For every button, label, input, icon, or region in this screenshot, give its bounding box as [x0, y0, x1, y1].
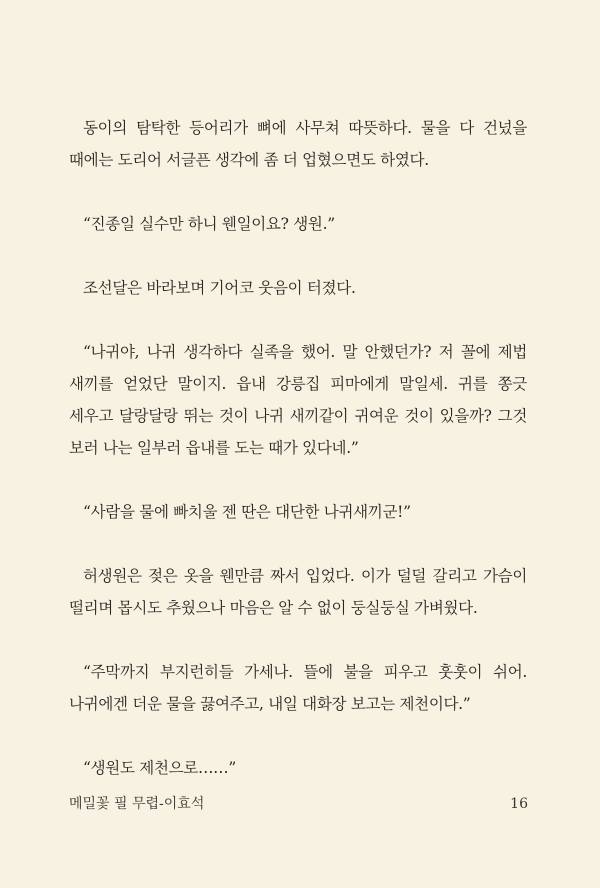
paragraph: 조선달은 바라보며 기어코 웃음이 터졌다.: [83, 279, 356, 297]
paragraph-gap: [69, 464, 527, 496]
paragraph-gap: [69, 528, 527, 560]
book-title: 메밀꽃 필 무렵-이효석: [69, 796, 205, 812]
paragraph: 허생원은 젖은 옷을 웬만큼 짜서 입었다. 이가 덜덜 갈리고 가슴이 떨리며 몹시도 추웠으나 마음은 알 수 없이 둥실둥실 가벼웠다.: [69, 567, 527, 617]
paragraph-gap: [69, 624, 527, 656]
paragraph-gap: [69, 304, 527, 336]
paragraph: “사람을 물에 빠치울 젠 딴은 대단한 나귀새끼군!”: [83, 503, 411, 521]
paragraph-gap: [69, 720, 527, 752]
paragraph: “나귀야, 나귀 생각하다 실족을 했어. 말 안했던가? 저 꼴에 제법 새끼를 얻었단 말이지. 읍내 강릉집 피마에게 말일세. 귀를 쫑긋 세우고 달랑달랑 뛰는 것이 나귀 새끼같이 귀여운 것이 있을까? 그것 보러 나는 일부러 읍내를 도는 때가 있다네.”: [69, 343, 527, 457]
paragraph-gap: [69, 240, 527, 272]
paragraph: “생원도 제천으로……”: [83, 759, 236, 777]
paragraph: “주막까지 부지런히들 가세나. 뜰에 불을 피우고 훗훗이 쉬어. 나귀에겐 더운 물을 끓여주고, 내일 대화장 보고는 제천이다.”: [69, 663, 527, 713]
body-text: [69, 112, 527, 784]
page-number: 16: [510, 796, 528, 812]
paragraph: “진종일 실수만 하니 웬일이요? 생원.”: [83, 215, 335, 233]
paragraph-gap: [69, 176, 527, 208]
page-footer: [69, 793, 528, 813]
paragraph: 동이의 탐탁한 등어리가 뼈에 사무쳐 따뜻하다. 물을 다 건넜을 때에는 도리어 서글픈 생각에 좀 더 업혔으면도 하였다.: [69, 119, 527, 169]
